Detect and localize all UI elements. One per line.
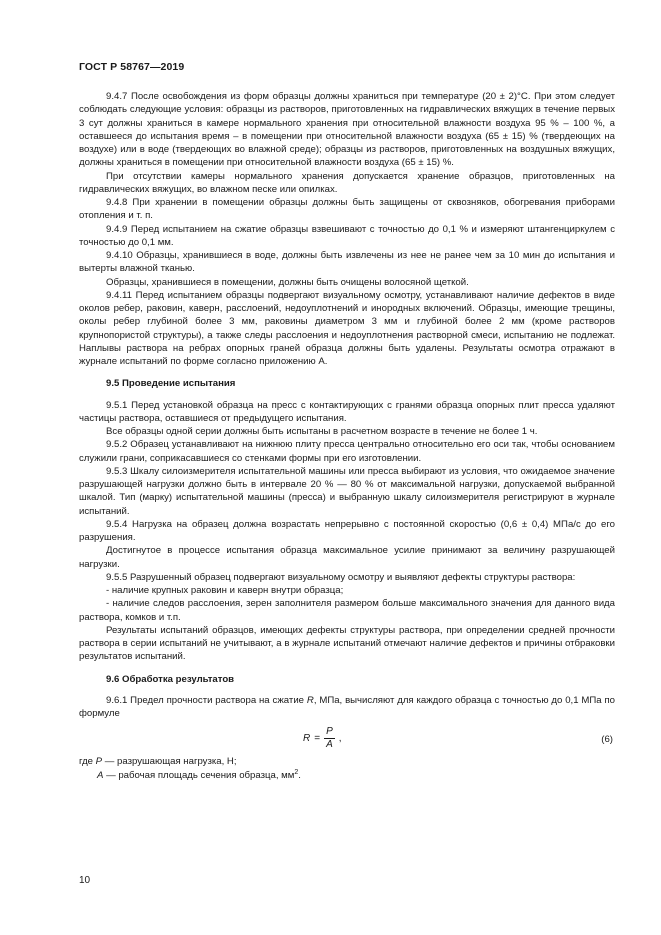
formula-numerator: P xyxy=(326,726,333,738)
formula-6 xyxy=(79,723,615,755)
formula-fraction xyxy=(324,726,335,751)
paragraph-brush-cleaning: Образцы, хранившиеся в помещении, должны быть очищены волосяной щеткой. xyxy=(106,276,469,288)
formula-number: (6) xyxy=(601,734,613,746)
paragraph-9-4-11: 9.4.11 Перед испытанием образцы подвергают визуальному осмотру, устанавливают наличие дефектов в виде околов ребер, раковин, каверн, расслоений, недоуплотнений и инородных включений. Образцы, имеющие трещины, околы ребер глубиной более 3 мм, раковины диаметром 3 мм и глубиной более 2 мм (кроме растворов крупнопористой структуры), а также следы расслоения и недоуплотнения растворной смеси, испытанию не подлежат. Наплывы раствора на ребрах опорных граней образца должны быть удалены. Результаты осмотра отражают в журнале испытаний по форме согласно приложению А. xyxy=(79,289,615,367)
section-heading-9-6: 9.6 Обработка результатов xyxy=(106,673,235,685)
paragraph-9-5-4: 9.5.4 Нагрузка на образец должна возрастать непрерывно с постоянной скоростью (0,6 ± 0,4) МПа/с до его разрушения. xyxy=(79,518,615,543)
paragraph-9-4-10: 9.4.10 Образцы, хранившиеся в воде, должны быть извлечены из нее не ранее чем за 10 мин до испытания и вытерты влажной тканью. xyxy=(79,250,615,275)
formula-legend xyxy=(79,755,615,782)
formula-comma: , xyxy=(338,733,342,745)
document-body xyxy=(79,90,615,782)
legend-p: где P — разрушающая нагрузка, Н; xyxy=(79,756,237,768)
paragraph-9-6-1: 9.6.1 Предел прочности раствора на сжатие R, МПа, вычисляют для каждого образца с точностью до 0,1 МПа по формуле xyxy=(79,694,616,719)
paragraph-9-4-8: 9.4.8 При хранении в помещении образцы должны быть защищены от сквозняков, обогревания приборами отопления и т. п. xyxy=(79,197,615,222)
paragraph-9-5-5: 9.5.5 Разрушенный образец подвергают визуальному осмотру и выявляют дефекты структуры раствора: xyxy=(106,571,576,583)
paragraph-9-4-7: 9.4.7 После освобождения из форм образцы должны храниться при температуре (20 ± 2)°С. При этом следует соблюдать следующие условия: образцы из растворов, приготовленных на гидравлических вяжущих в течение первых 3 сут должны храниться в камере нормального хранения при относительной влажности воздуха 95 % – 100 %, а оставшееся до испытания время – в помещении при относительной влажности воздуха (65 ± 15) % (твердеющих на воздухе) или в воде (твердеющих во влажной среде); образцы из растворов, приготовленных на воздушных вяжущих, должны храниться в помещении при относительной влажности воздуха (65 ± 15) %. xyxy=(79,91,615,169)
list-item-stratification: - наличие следов расслоения, зерен заполнителя размером больше максимального значения для данного вида раствора, комков и т.п. xyxy=(79,598,615,623)
formula-lhs: R xyxy=(303,733,311,745)
page-number: 10 xyxy=(79,875,91,886)
paragraph-9-5-3: 9.5.3 Шкалу силоизмерителя испытательной машины или пресса выбирают из условия, что ожидаемое значение разрушающей нагрузки должно быть в интервале 20 % — 80 % от максимальной нагрузки, допускаемой выбранной шкалой. Тип (марку) испытательной машины (пресса) и выбранную шкалу силоизмерителя регистрируют в журнале испытаний. xyxy=(79,465,615,517)
list-item-cavities: - наличие крупных раковин и каверн внутри образца; xyxy=(106,585,344,596)
paragraph-9-5-1: 9.5.1 Перед установкой образца на пресс с контактирующих с гранями образца опорных плит пресса удаляют частицы раствора, оставшиеся от предыдущего испытания. xyxy=(79,399,615,424)
formula-expression xyxy=(303,726,342,751)
paragraph-series-time: Все образцы одной серии должны быть испытаны в расчетном возрасте в течение не более 1 ч. xyxy=(106,426,538,437)
paragraph-defect-results: Результаты испытаний образцов, имеющих дефекты структуры раствора, при определении средней прочности раствора в серии испытаний не учитывают, а в журнале испытаний отмечают наличие дефектов и причины отбраковки результатов испытаний. xyxy=(79,624,615,663)
formula-equals: = xyxy=(314,733,321,745)
section-heading-9-5: 9.5 Проведение испытания xyxy=(106,378,236,390)
legend-a: A — рабочая площадь сечения образца, $мм^2$. xyxy=(97,768,301,781)
paragraph-max-force: Достигнутое в процессе испытания образца максимальное усилие принимают за величину разрушающей нагрузки. xyxy=(79,545,615,570)
formula-denominator: A xyxy=(326,739,333,751)
paragraph-9-4-9: 9.4.9 Перед испытанием на сжатие образцы взвешивают с точностью до 0,1 % и измеряют штангенциркулем с точностью до 0,1 мм. xyxy=(79,223,615,248)
paragraph-9-5-2: 9.5.2 Образец устанавливают на нижнюю плиту пресса центрально относительно его оси так, чтобы основанием служили грани, соприкасавшиеся со стенками формы при его изготовлении. xyxy=(79,439,615,464)
paragraph-camera-absence: При отсутствии камеры нормального хранения допускается хранение образцов, приготовленных на гидравлических вяжущих, во влажном песке или опилках. xyxy=(79,170,615,195)
document-header: ГОСТ Р 58767—2019 xyxy=(79,61,185,73)
